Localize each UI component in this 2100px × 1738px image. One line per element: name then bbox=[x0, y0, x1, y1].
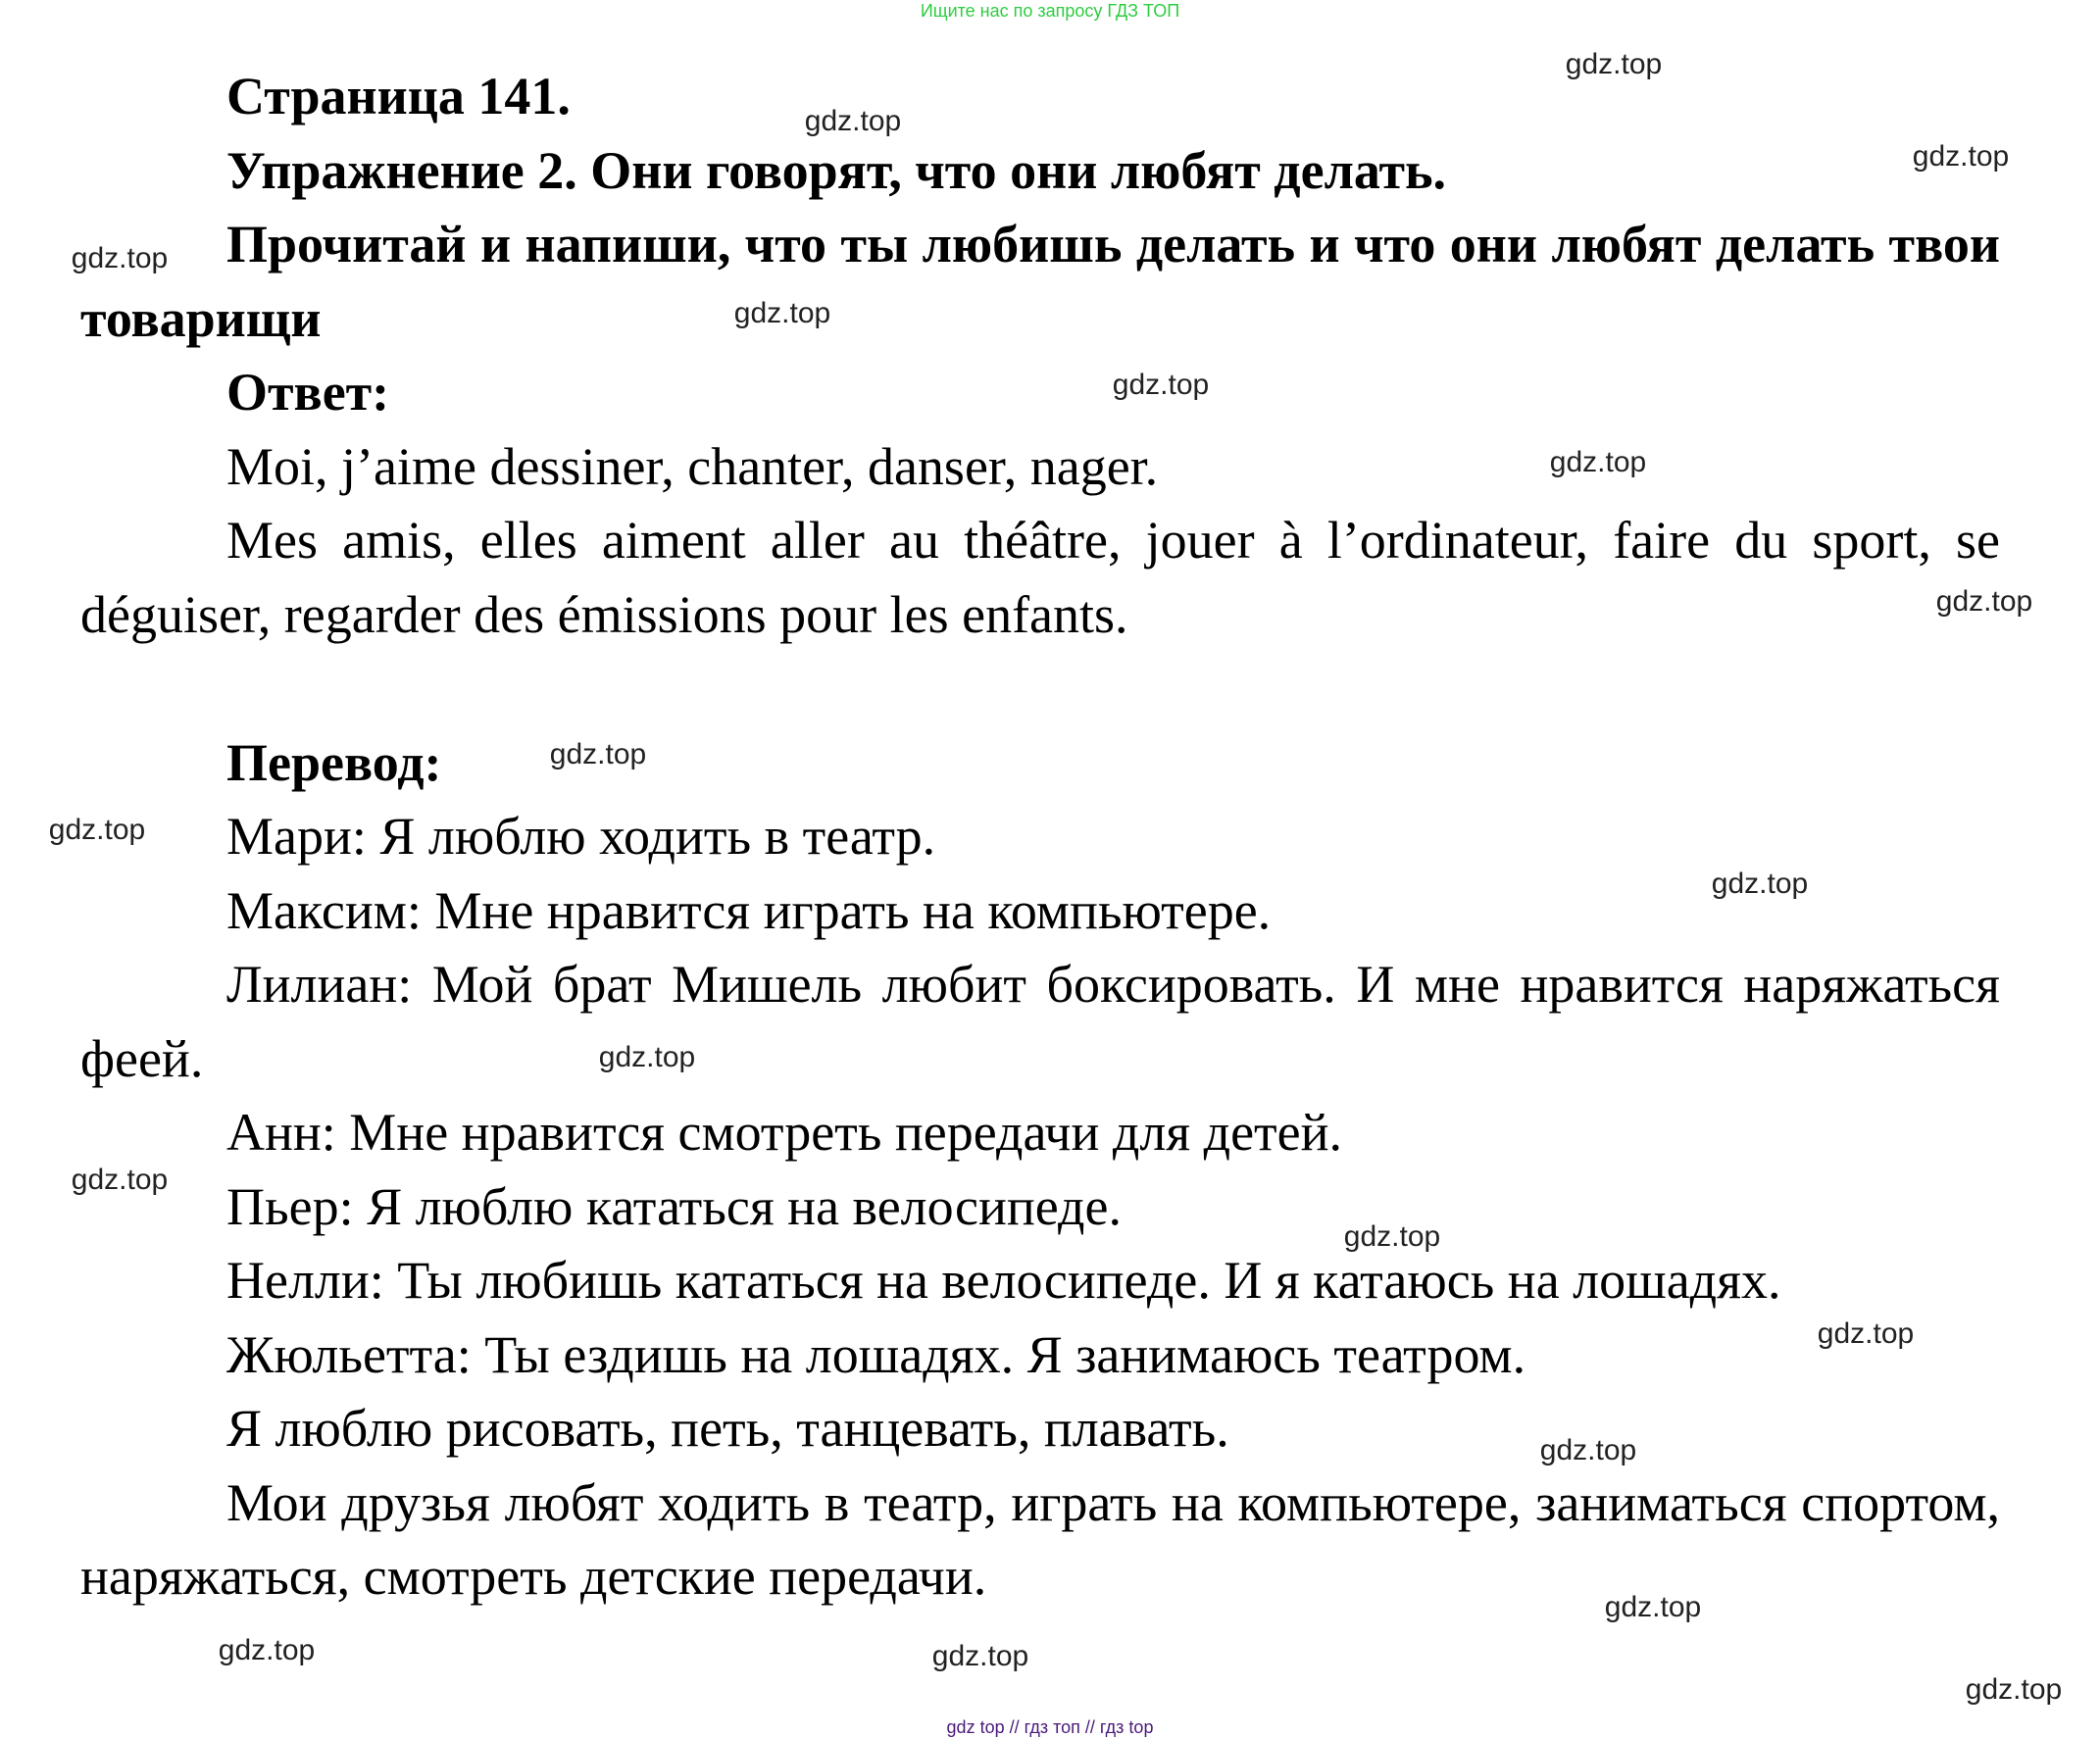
watermark: gdz.top bbox=[1565, 48, 1663, 80]
watermark: gdz.top bbox=[1912, 140, 2010, 173]
translation-line: Анн: Мне нравится смотреть передачи для детей. bbox=[226, 1103, 1343, 1162]
translation-line: Мари: Я люблю ходить в театр. bbox=[226, 807, 936, 866]
watermark: gdz.top bbox=[1604, 1591, 1702, 1623]
watermark: gdz.top bbox=[1935, 585, 2033, 618]
exercise-heading: Упражнение 2. Они говорят, что они любят делать. bbox=[226, 140, 1447, 200]
translation-line: Лилиан: Мой брат Мишель любит боксировать. И мне нравится наряжаться феей. bbox=[80, 955, 2000, 1088]
translation-label: Перевод: bbox=[226, 732, 442, 792]
footer-note: gdz top // гдз топ // гдз top bbox=[946, 1717, 1154, 1737]
watermark: gdz.top bbox=[71, 1164, 169, 1196]
translation-line: Нелли: Ты любишь кататься на велосипеде. И я катаюсь на лошадях. bbox=[226, 1251, 1781, 1310]
translation-line: Жюльетта: Ты ездишь на лошадях. Я занимаюсь театром. bbox=[226, 1324, 1526, 1384]
translation-line: Я люблю рисовать, петь, танцевать, плавать. bbox=[226, 1399, 1229, 1458]
watermark: gdz.top bbox=[1711, 868, 1809, 900]
watermark: gdz.top bbox=[804, 105, 902, 137]
watermark: gdz.top bbox=[1817, 1317, 1915, 1350]
answer-label: Ответ: bbox=[226, 363, 390, 422]
watermark: gdz.top bbox=[549, 738, 647, 770]
task-text: Прочитай и напиши, что ты любишь делать и что они любят делать твои товарищи bbox=[80, 215, 2000, 348]
translation-line: Мои друзья любят ходить в театр, играть на компьютере, заниматься спортом, наряжаться, смотреть детские передачи. bbox=[80, 1472, 2000, 1606]
header-search-note: Ищите нас по запросу ГДЗ ТОП bbox=[920, 1, 1180, 21]
answer-line: Mes amis, elles aiment aller au théâtre, jouer à l’ordinateur, faire du sport, se déguiser, regarder des émissions pour les enfants. bbox=[80, 511, 2000, 644]
translation-line: Пьер: Я люблю кататься на велосипеде. bbox=[226, 1176, 1122, 1236]
watermark: gdz.top bbox=[71, 242, 169, 274]
watermark: gdz.top bbox=[1549, 446, 1647, 478]
page-title: Страница 141. bbox=[226, 67, 571, 125]
translation-line: Максим: Мне нравится играть на компьютере. bbox=[226, 880, 1272, 940]
watermark: gdz.top bbox=[48, 814, 146, 846]
watermark: gdz.top bbox=[1539, 1434, 1637, 1466]
watermark: gdz.top bbox=[598, 1041, 696, 1073]
document-body bbox=[80, 60, 2000, 1614]
watermark: gdz.top bbox=[1112, 369, 1210, 401]
spacer bbox=[80, 652, 2000, 726]
watermark: gdz.top bbox=[1965, 1673, 2063, 1706]
watermark: gdz.top bbox=[733, 297, 831, 329]
answer-line: Moi, j’aime dessiner, chanter, danser, nager. bbox=[226, 436, 1159, 496]
watermark: gdz.top bbox=[931, 1640, 1029, 1672]
watermark: gdz.top bbox=[1343, 1220, 1441, 1253]
watermark: gdz.top bbox=[218, 1634, 316, 1666]
